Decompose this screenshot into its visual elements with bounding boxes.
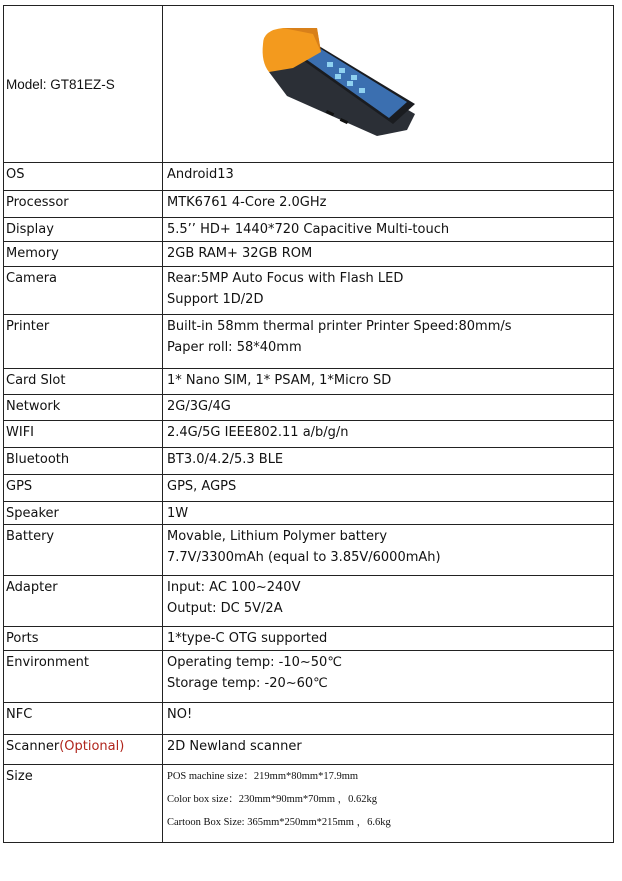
spec-value-nfc	[163, 703, 614, 735]
spec-value-line: Operating temp: -10~50℃	[167, 655, 342, 670]
handheld-pos-terminal-photo-icon	[257, 26, 417, 138]
spec-row-size	[4, 765, 614, 843]
spec-value-camera	[163, 267, 614, 315]
size-line: Cartoon Box Size: 365mm*250mm*215mm ，6.6kg	[167, 817, 391, 828]
spec-row-scanner	[4, 735, 614, 765]
spec-value-network	[163, 395, 614, 421]
spec-label-nfc: NFC	[4, 703, 163, 735]
spec-value-line: 2.4G/5G IEEE802.11 a/b/g/n	[167, 425, 349, 440]
spec-value-battery	[163, 525, 614, 576]
spec-label-printer: Printer	[4, 315, 163, 369]
spec-value-line: 1* Nano SIM, 1* PSAM, 1*Micro SD	[167, 373, 392, 388]
spec-value-line: 7.7V/3300mAh (equal to 3.85V/6000mAh)	[167, 550, 441, 565]
spec-row-processor	[4, 191, 614, 218]
spec-row-wifi	[4, 421, 614, 448]
spec-row-camera	[4, 267, 614, 315]
spec-value-line: 1W	[167, 506, 189, 521]
optional-tag: (Optional)	[59, 739, 125, 754]
model-label: Model: GT81EZ-S	[4, 6, 163, 163]
spec-row-memory	[4, 242, 614, 267]
spec-value-processor	[163, 191, 614, 218]
product-image-cell	[163, 6, 614, 163]
spec-row-gps	[4, 475, 614, 502]
spec-row-bluetooth	[4, 448, 614, 475]
spec-value-bluetooth	[163, 448, 614, 475]
spec-value-os	[163, 163, 614, 191]
spec-row-battery	[4, 525, 614, 576]
spec-value-line: Built-in 58mm thermal printer Printer Speed:80mm/s	[167, 319, 512, 334]
spec-label-camera: Camera	[4, 267, 163, 315]
spec-row-network	[4, 395, 614, 421]
spec-value-memory	[163, 242, 614, 267]
spec-label-gps: GPS	[4, 475, 163, 502]
spec-value-line: GPS, AGPS	[167, 479, 237, 494]
spec-value-line: Android13	[167, 167, 234, 182]
spec-value-line: 2G/3G/4G	[167, 399, 231, 414]
spec-label-adapter: Adapter	[4, 576, 163, 627]
spec-label-size: Size	[4, 765, 163, 843]
spec-label-speaker: Speaker	[4, 502, 163, 525]
spec-table-body	[4, 6, 614, 843]
scanner-label: Scanner	[6, 739, 60, 754]
spec-row-environment	[4, 651, 614, 703]
spec-value-line: Support 1D/2D	[167, 292, 264, 307]
spec-table	[3, 5, 614, 843]
spec-value-scanner: 2D Newland scanner	[163, 735, 614, 765]
spec-value-line: BT3.0/4.2/5.3 BLE	[167, 452, 284, 467]
spec-value-line: Input: AC 100~240V	[167, 580, 301, 595]
spec-value-display	[163, 218, 614, 242]
spec-label-processor: Processor	[4, 191, 163, 218]
spec-row-nfc	[4, 703, 614, 735]
spec-value-line: 1*type-C OTG supported	[167, 631, 328, 646]
spec-value-printer	[163, 315, 614, 369]
spec-value-card-slot	[163, 369, 614, 395]
spec-row-printer	[4, 315, 614, 369]
spec-row-os	[4, 163, 614, 191]
spec-label-memory: Memory	[4, 242, 163, 267]
spec-value-ports	[163, 627, 614, 651]
spec-value-adapter	[163, 576, 614, 627]
spec-label-os: OS	[4, 163, 163, 191]
size-line: POS machine size：219mm*80mm*17.9mm	[167, 771, 359, 782]
spec-value-environment	[163, 651, 614, 703]
model-row	[4, 6, 614, 163]
spec-row-speaker	[4, 502, 614, 525]
spec-value-line: 2GB RAM+ 32GB ROM	[167, 246, 313, 261]
spec-label-scanner	[4, 735, 163, 765]
spec-value-line: MTK6761 4-Core 2.0GHz	[167, 195, 327, 210]
spec-value-line: NO!	[167, 707, 193, 722]
spec-value-wifi	[163, 421, 614, 448]
spec-row-adapter	[4, 576, 614, 627]
spec-label-display: Display	[4, 218, 163, 242]
spec-label-environment: Environment	[4, 651, 163, 703]
spec-label-network: Network	[4, 395, 163, 421]
spec-value-size	[163, 765, 614, 843]
spec-label-bluetooth: Bluetooth	[4, 448, 163, 475]
spec-row-display	[4, 218, 614, 242]
spec-value-line: Rear:5MP Auto Focus with Flash LED	[167, 271, 404, 286]
spec-label-battery: Battery	[4, 525, 163, 576]
spec-value-line: Storage temp: -20~60℃	[167, 676, 328, 691]
spec-label-ports: Ports	[4, 627, 163, 651]
spec-value-line: Movable, Lithium Polymer battery	[167, 529, 388, 544]
spec-row-ports	[4, 627, 614, 651]
spec-value-line: Output: DC 5V/2A	[167, 601, 283, 616]
spec-value-speaker	[163, 502, 614, 525]
spec-label-wifi: WIFI	[4, 421, 163, 448]
spec-value-line: 5.5’’ HD+ 1440*720 Capacitive Multi-touch	[167, 222, 450, 237]
size-line: Color box size：230mm*90mm*70mm ，0.62kg	[167, 794, 377, 805]
spec-value-gps	[163, 475, 614, 502]
spec-value-line: Paper roll: 58*40mm	[167, 340, 302, 355]
spec-row-card-slot	[4, 369, 614, 395]
spec-label-card-slot: Card Slot	[4, 369, 163, 395]
